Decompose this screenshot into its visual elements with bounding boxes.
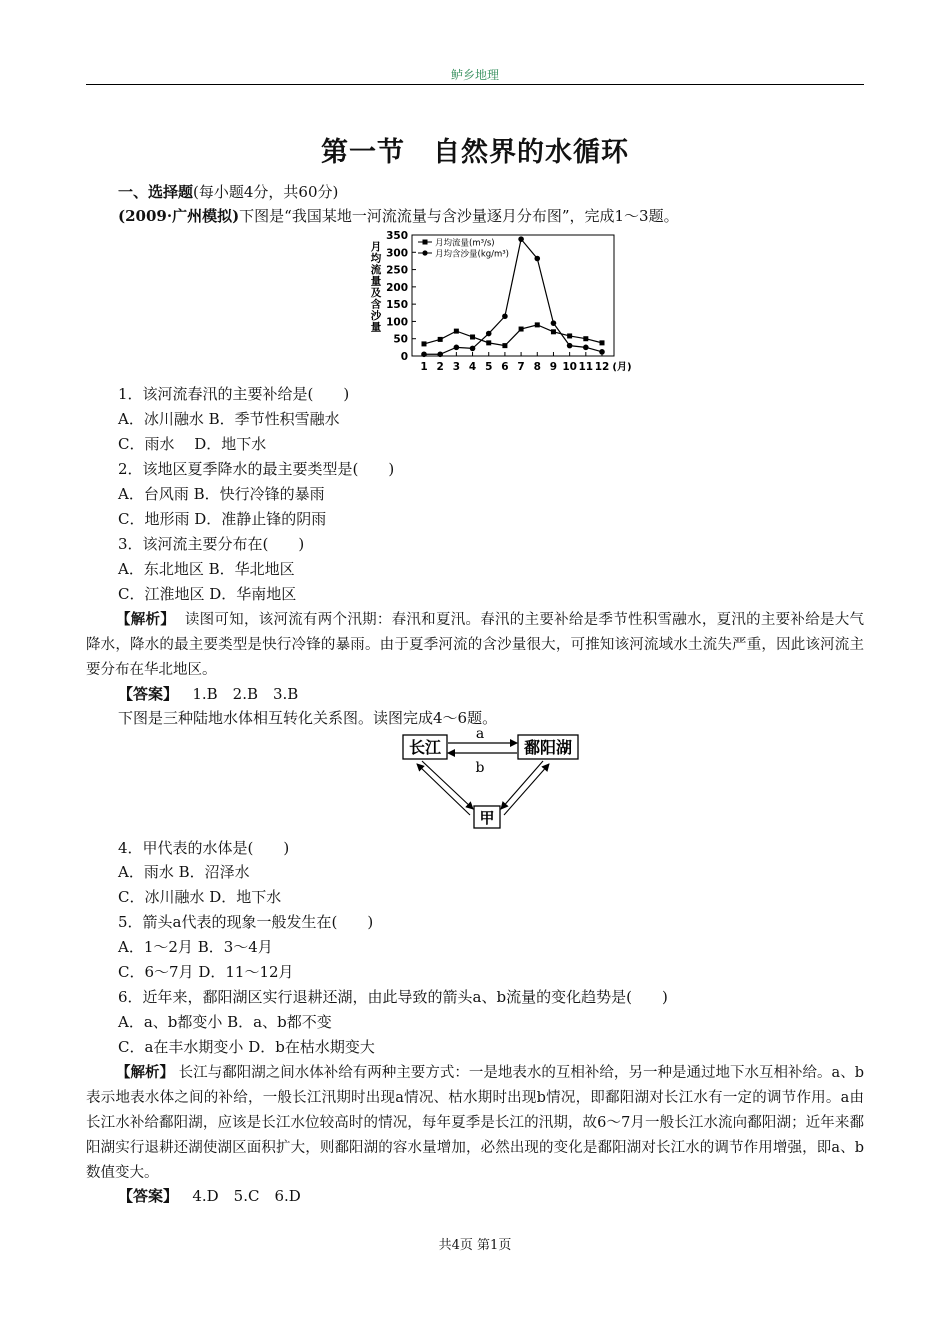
series-1-point <box>502 343 507 348</box>
intro-1 <box>118 206 679 226</box>
y-axis-label-char: 量 <box>370 275 382 288</box>
answer-2-text: 4.D 5.C 6.D <box>192 1187 301 1205</box>
q6-options-2: C．a在丰水期变小 D．b在枯水期变大 <box>118 1038 375 1056</box>
q1-stem: 1．该河流春汛的主要补给是( ) <box>118 385 350 403</box>
series-2-point <box>534 256 540 262</box>
legend-marker <box>423 240 428 245</box>
series-1-point <box>454 329 459 334</box>
q2-stem: 2．该地区夏季降水的最主要类型是( ) <box>118 460 395 478</box>
analysis-2-text: 长江与鄱阳湖之间水体补给有两种主要方式：一是地表水的互相补给，另一种是通过地下水互相补给。a、b表示地表水体之间的补给，一般长江汛期时出现a情况、枯水期时出现b情况，即鄱阳湖对长江水有一定的调节作用。a由长江水补给鄱阳湖，应该是长江水位较高时的情况，每年夏季是长江的汛期，故6～7月一般长江水流向鄱阳湖；近年来鄱阳湖实行退耕还湖使湖区面积扩大，则鄱阳湖的容水量增加，必然出现的变化是鄱阳湖对长江水的调节作用增强，即a、b数值变大。 <box>86 1065 865 1181</box>
header-rule <box>86 84 864 85</box>
x-tick-label: 6 <box>501 361 509 373</box>
series-2-point <box>567 343 573 349</box>
q5-options-1: A．1～2月 B．3～4月 <box>118 938 273 956</box>
series-1-point <box>438 337 443 342</box>
series-2-point <box>454 345 460 351</box>
series-line-1 <box>424 325 602 346</box>
answer-2-label: 【答案】 <box>118 1187 179 1205</box>
q5-options-2: C．6～7月 D．11～12月 <box>118 963 294 981</box>
node-poyang-label: 鄱阳湖 <box>523 738 573 757</box>
answer-1-label: 【答案】 <box>118 685 179 703</box>
series-1-point <box>422 341 427 346</box>
q4-stem: 4．甲代表的水体是( ) <box>118 839 290 857</box>
y-axis-label-char: 月 <box>370 241 382 253</box>
arrow-a-label: a <box>475 726 485 742</box>
q6-stem: 6．近年来，鄱阳湖区实行退耕还湖，由此导致的箭头a、b流量的变化趋势是( ) <box>118 988 668 1006</box>
series-2-point <box>583 345 589 351</box>
x-tick-label: 9 <box>549 361 558 373</box>
node-jia-label: 甲 <box>479 809 495 827</box>
x-tick-label: 1 <box>420 361 428 373</box>
page-footer: 共4页 第1页 <box>438 1238 512 1253</box>
x-tick-label: 7 <box>517 361 525 373</box>
section-heading <box>118 182 338 202</box>
intro-text: 下图是“我国某地一河流流量与含沙量逐月分布图”，完成1～3题。 <box>239 207 679 225</box>
y-axis-label-char: 及 <box>370 287 382 299</box>
q4-options-1: A．雨水 B．沼泽水 <box>118 863 250 881</box>
series-1-point <box>600 340 605 345</box>
arrow-jia-to-poyang <box>504 764 549 815</box>
q3-options-2: C．江淮地区 D．华南地区 <box>118 585 297 603</box>
series-1-point <box>519 327 524 332</box>
page-title: 第一节 自然界的水循环 <box>321 137 629 168</box>
arrow-yangtze-to-jia <box>422 761 473 809</box>
river-chart <box>366 228 632 380</box>
q4-options-2: C．冰川融水 D．地下水 <box>118 888 282 906</box>
q2-options-1: A．台风雨 B．快行冷锋的暴雨 <box>118 485 325 503</box>
q3-stem: 3．该河流主要分布在( ) <box>118 535 305 553</box>
y-axis-label-char: 沙 <box>370 310 382 322</box>
series-1-point <box>567 333 572 338</box>
analysis-2 <box>86 1060 864 1186</box>
series-2-point <box>502 313 508 319</box>
analysis-2-label: 【解析】 <box>116 1064 175 1081</box>
y-tick-label: 250 <box>386 264 408 277</box>
y-axis-label-char: 均 <box>370 252 382 265</box>
answer-1-text: 1.B 2.B 3.B <box>192 685 299 703</box>
series-1-point <box>583 336 588 341</box>
q1-options-1: A．冰川融水 B．季节性积雪融水 <box>118 410 340 428</box>
analysis-1 <box>86 607 864 683</box>
header-brand: 鲈乡地理 <box>450 68 499 82</box>
arrow-poyang-to-jia <box>501 761 543 809</box>
legend-label: 月均流量(m³/s) <box>435 238 495 249</box>
y-axis-label-char: 流 <box>370 264 382 276</box>
water-cycle-diagram <box>400 726 580 832</box>
x-axis-label: (月) <box>612 362 632 373</box>
q5-stem: 5．箭头a代表的现象一般发生在( ) <box>118 913 374 931</box>
section-note: (每小题4分，共60分) <box>193 183 339 201</box>
intro-source: (2009·广州模拟) <box>118 207 240 225</box>
analysis-1-text: 读图可知，该河流有两个汛期：春汛和夏汛。春汛的主要补给是季节性积雪融水，夏汛的主要补给是大气降水，降水的最主要类型是快行冷锋的暴雨。由于夏季河流的含沙量很大，可推知该河流域水土流失严重，因此该河流主要分布在华北地区。 <box>86 612 865 678</box>
y-tick-label: 150 <box>386 299 408 312</box>
x-tick-label: 4 <box>468 361 477 373</box>
x-tick-label: 11 <box>578 361 594 373</box>
x-tick-label: 8 <box>533 361 541 373</box>
arrow-b-label: b <box>475 760 485 776</box>
intro-2: 下图是三种陆地水体相互转化关系图。读图完成4～6题。 <box>118 709 498 727</box>
answer-2 <box>118 1186 301 1206</box>
series-2-point <box>551 320 557 326</box>
series-2-point <box>518 236 524 242</box>
q3-options-1: A．东北地区 B．华北地区 <box>118 560 295 578</box>
y-tick-label: 200 <box>386 281 408 294</box>
q6-options-1: A．a、b都变小 B．a、b都不变 <box>118 1013 332 1031</box>
node-yangtze-label: 长江 <box>408 738 442 757</box>
series-1-point <box>486 340 491 345</box>
series-1-point <box>470 334 475 339</box>
legend-marker <box>422 250 427 255</box>
q1-options-2: C．雨水 D．地下水 <box>118 435 267 453</box>
arrow-jia-to-yangtze <box>417 764 470 815</box>
x-tick-label: 12 <box>594 361 610 373</box>
series-2-point <box>437 351 443 357</box>
answer-1 <box>118 684 298 704</box>
y-axis-label-char: 含 <box>370 298 382 311</box>
series-1-point <box>551 329 556 334</box>
x-tick-label: 10 <box>562 361 577 373</box>
x-tick-label: 2 <box>436 361 444 373</box>
q2-options-2: C．地形雨 D．准静止锋的阴雨 <box>118 510 327 528</box>
x-tick-label: 5 <box>485 361 493 373</box>
series-1-point <box>535 322 540 327</box>
section-label: 一、选择题 <box>118 183 194 201</box>
y-tick-label: 0 <box>400 351 408 363</box>
x-tick-label: 3 <box>452 361 461 373</box>
analysis-1-label: 【解析】 <box>116 611 176 628</box>
series-2-point <box>486 331 492 337</box>
y-tick-label: 100 <box>386 316 408 329</box>
legend-label: 月均含沙量(kg/m³) <box>435 249 510 260</box>
y-tick-label: 50 <box>393 333 408 346</box>
y-tick-label: 350 <box>386 230 408 242</box>
y-tick-label: 300 <box>386 247 408 260</box>
y-axis-label-char: 量 <box>370 321 382 334</box>
series-2-point <box>470 346 476 352</box>
series-2-point <box>421 351 427 357</box>
series-2-point <box>599 349 605 355</box>
